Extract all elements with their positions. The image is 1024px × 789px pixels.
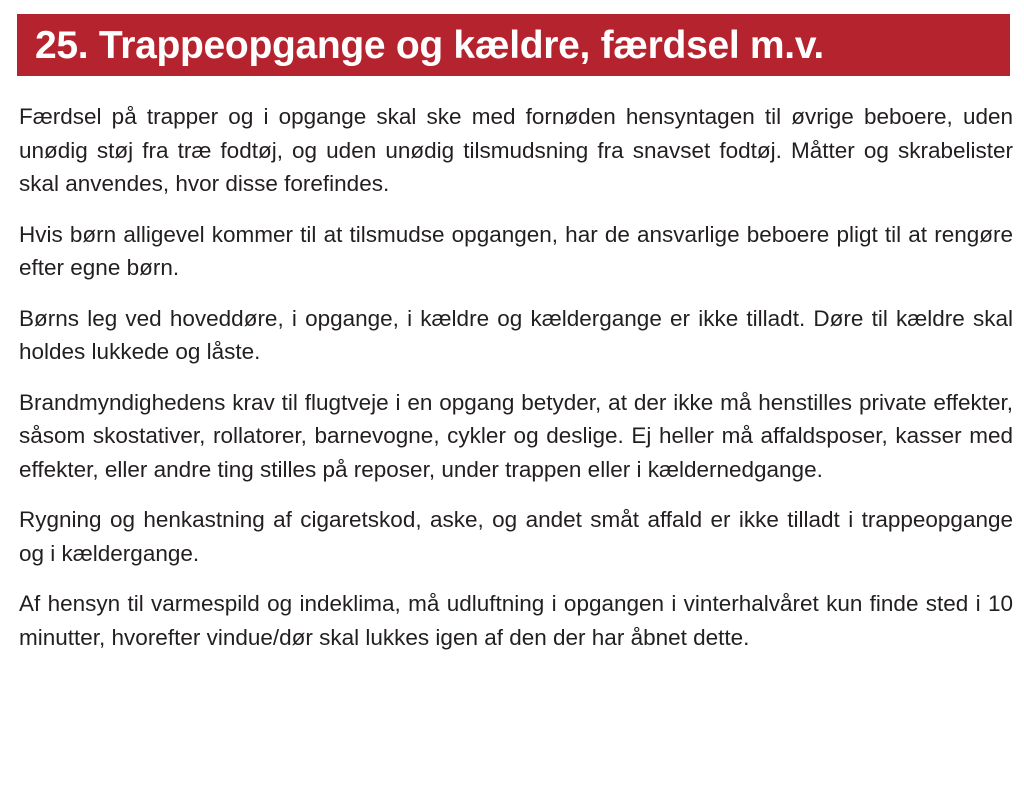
section-title: 25. Trappeopgange og kældre, færdsel m.v. <box>35 23 824 67</box>
paragraph-traffic-stairs: Færdsel på trapper og i opgange skal ske med fornøden hensyntagen til øvrige beboere, uden unødig støj fra træ fodtøj, og uden unødig tilsmudsning fra snavset fodtøj. Måtter og skrabelister skal anvendes, hvor disse forefindes. <box>19 104 1013 196</box>
section-body <box>19 100 1013 671</box>
section-title-bar <box>17 14 1010 76</box>
paragraph-children-soiling: Hvis børn alligevel kommer til at tilsmudse opgangen, har de ansvarlige beboere pligt til at rengøre efter egne børn. <box>19 221 1013 280</box>
paragraph-smoking: Rygning og henkastning af cigaretskod, aske, og andet småt affald er ikke tilladt i trappeopgange og i kældergange. <box>19 507 1013 566</box>
paragraph-fire-escape: Brandmyndighedens krav til flugtveje i en opgang betyder, at der ikke må henstilles private effekter, såsom skostativer, rollatorer, barnevogne, cykler og deslige. Ej heller må affaldsposer, kasser med effekter, eller andre ting stilles på reposer, under trappen eller i kældernedgange. <box>19 389 1013 482</box>
paragraph-ventilation: Af hensyn til varmespild og indeklima, må udluftning i opgangen i vinterhalvåret kun finde sted i 10 minutter, hvorefter vindue/dør skal lukkes igen af den der har åbnet dette. <box>19 591 1013 650</box>
paragraph-children-play: Børns leg ved hoveddøre, i opgange, i kældre og kældergange er ikke tilladt. Døre til kældre skal holdes lukkede og låste. <box>19 305 1013 364</box>
